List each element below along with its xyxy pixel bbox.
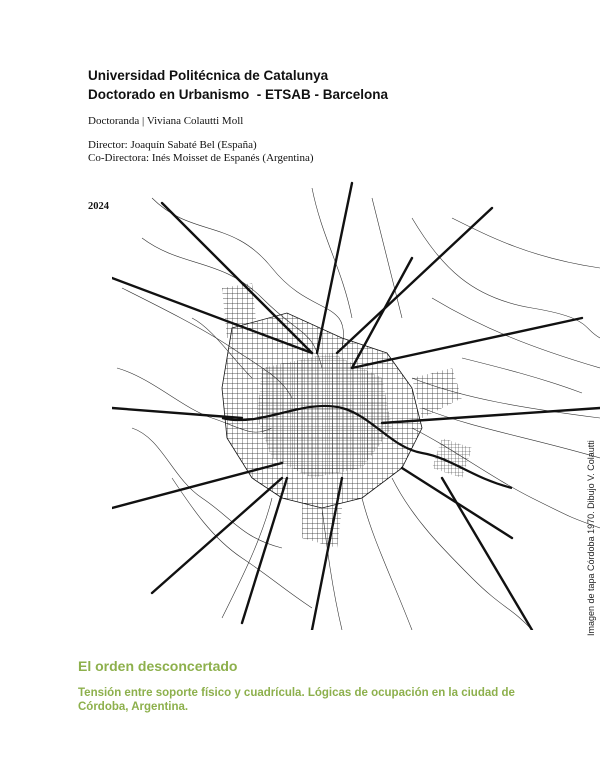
- institution-header: [88, 66, 388, 104]
- city-map-illustration: [112, 178, 600, 630]
- director-line: Director: Joaquín Sabaté Bel (España): [88, 139, 257, 151]
- university-name: Universidad Politécnica de Catalunya: [88, 68, 329, 83]
- doctoranda-line: Doctoranda | Viviana Colautti Moll: [88, 115, 244, 127]
- thesis-title: El orden desconcertado: [78, 658, 238, 674]
- image-credit: Imagen de tapa Córdoba 1970. Dibujo V. Colautti: [586, 440, 596, 636]
- year: 2024: [88, 201, 109, 212]
- program-name: Doctorado en Urbanismo - ETSAB - Barcelona: [88, 87, 389, 102]
- codirector-line: Co-Directora: Inés Moisset de Espanés (Argentina): [88, 152, 314, 164]
- thesis-subtitle: Tensión entre soporte físico y cuadrícula. Lógicas de ocupación en la ciudad de Córdoba, Argentina.: [78, 687, 515, 713]
